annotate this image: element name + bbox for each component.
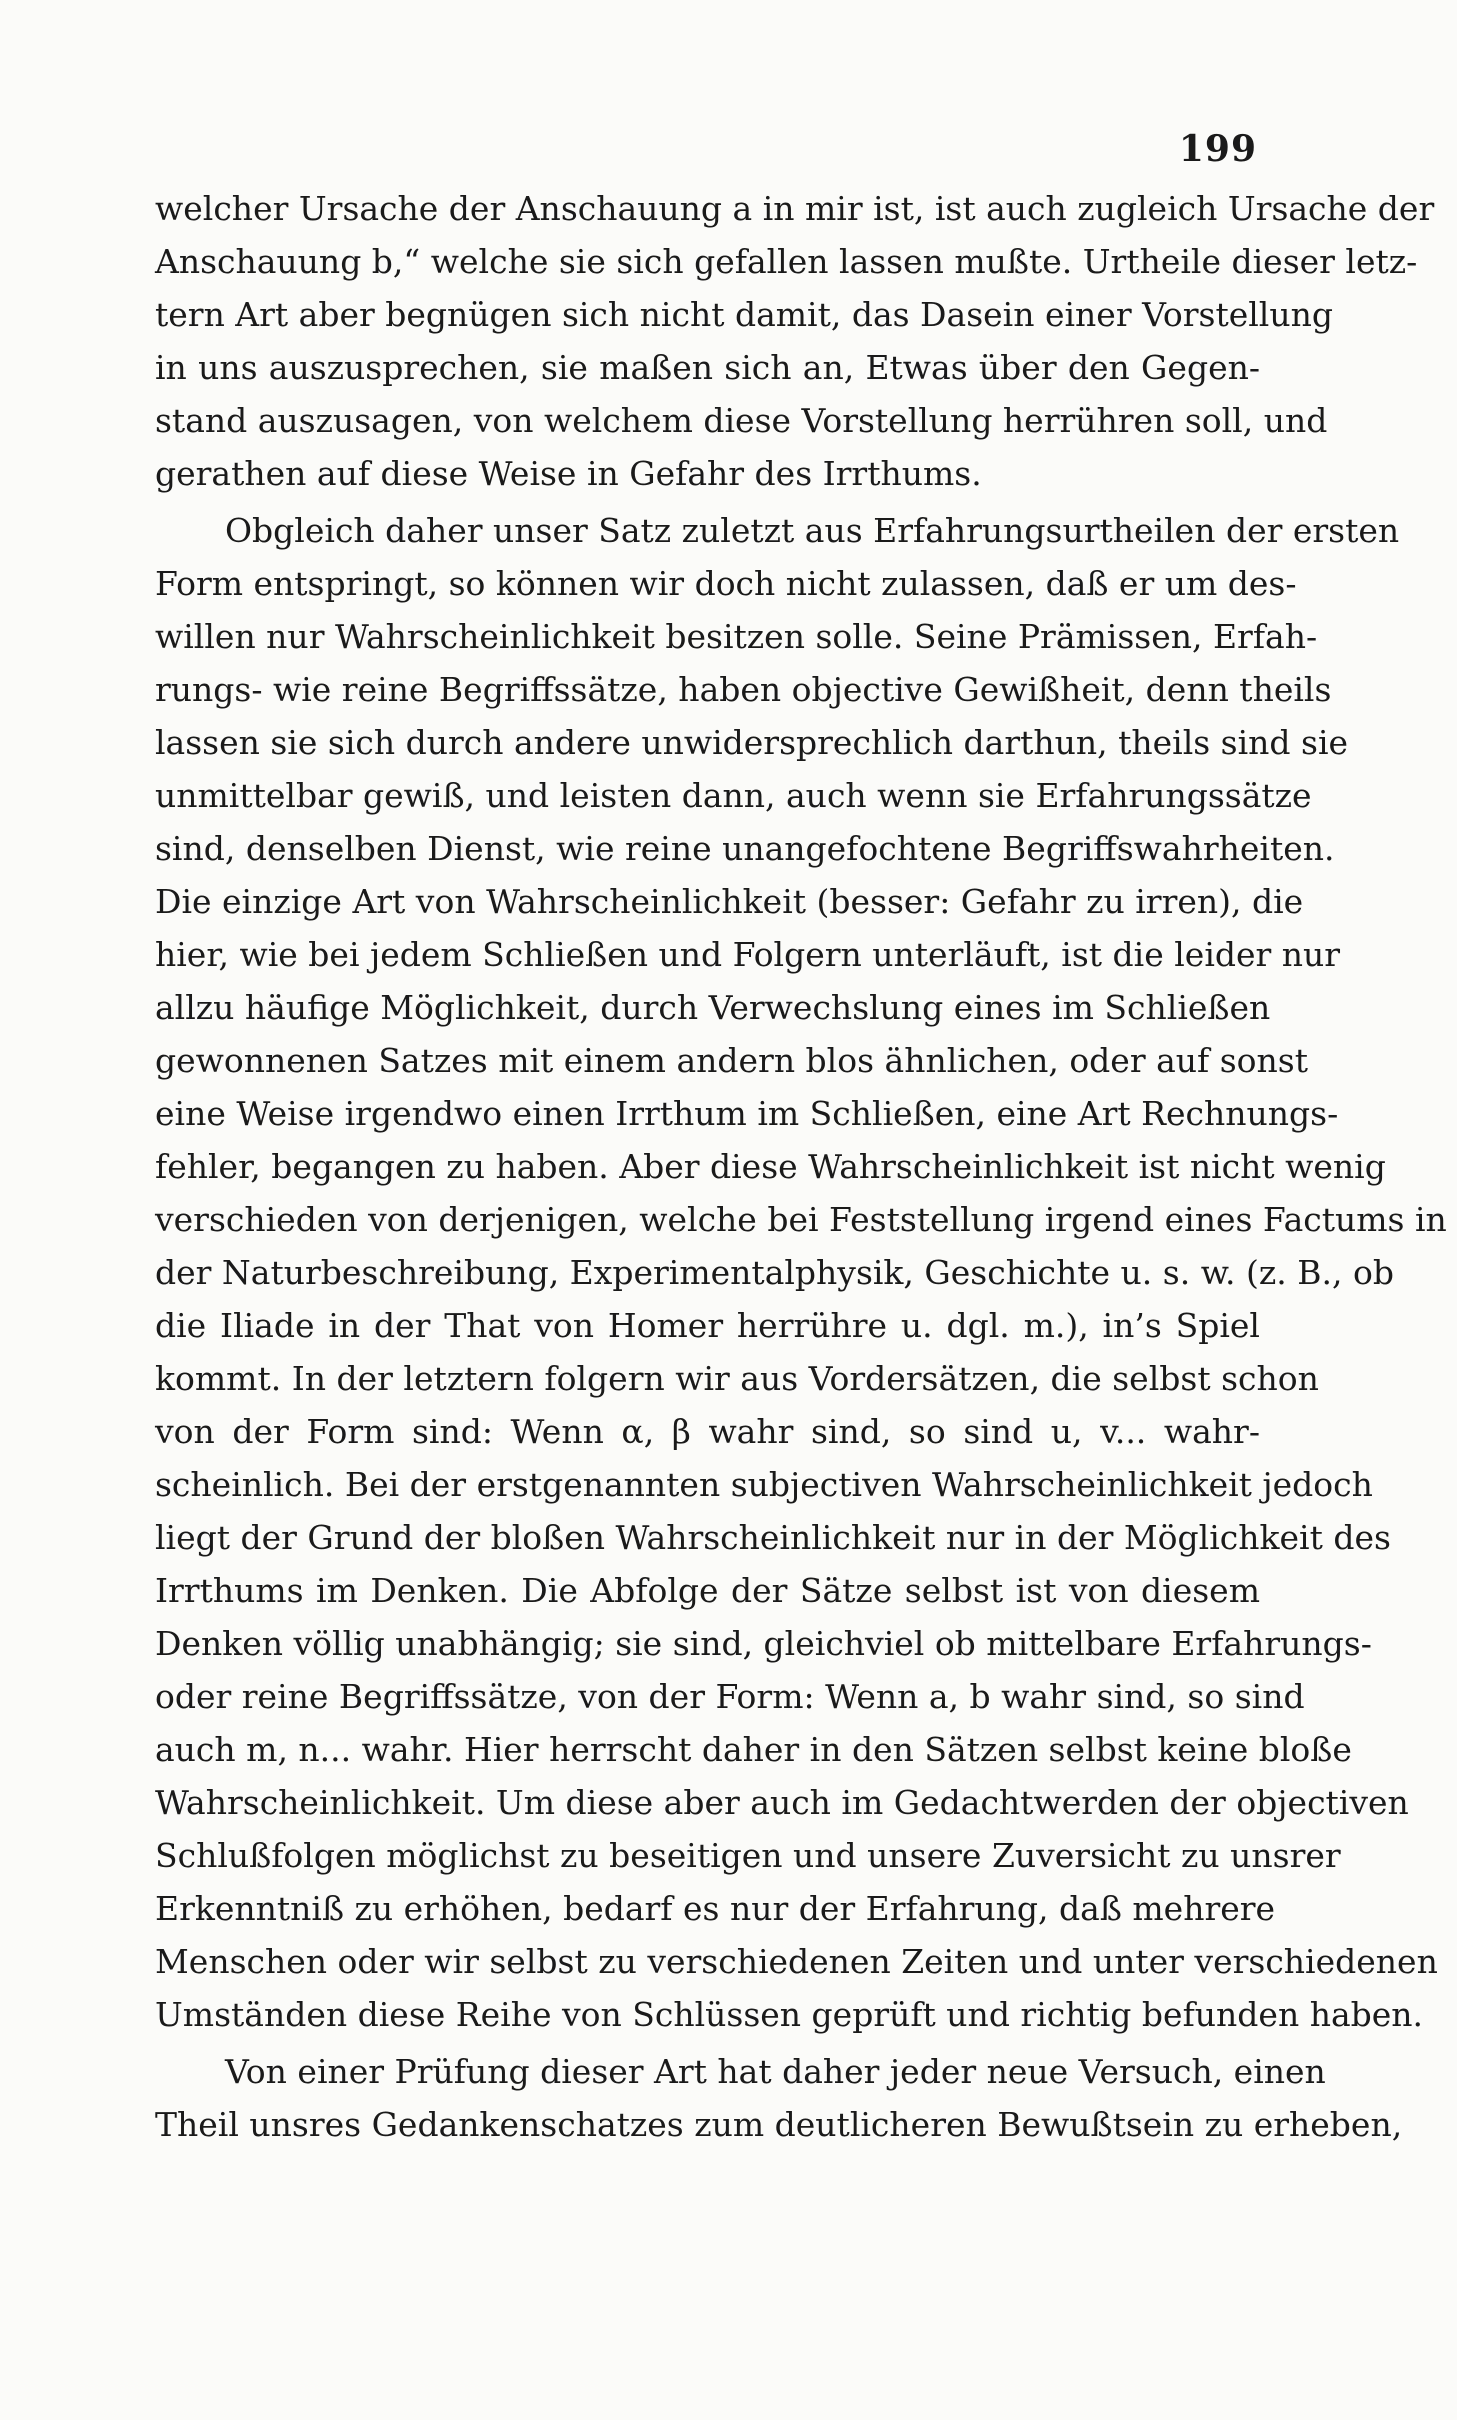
text-line: Menschen oder wir selbst zu verschiedenen Zeiten und unter verschiedenen	[155, 1942, 1438, 1981]
paragraph	[155, 504, 1447, 2041]
text-line: kommt. In der letztern folgern wir aus Vordersätzen, die selbst schon	[155, 1359, 1319, 1398]
text-line: Theil unsres Gedankenschatzes zum deutlicheren Bewußtsein zu erheben,	[155, 2105, 1403, 2144]
text-line: willen nur Wahrscheinlichkeit besitzen solle. Seine Prämissen, Erfah-	[155, 617, 1318, 656]
text-line: gerathen auf diese Weise in Gefahr des Irrthums.	[155, 454, 982, 493]
text-line: stand auszusagen, von welchem diese Vorstellung herrühren soll, und	[155, 401, 1328, 440]
text-line: rungs- wie reine Begriffssätze, haben objective Gewißheit, denn theils	[155, 670, 1332, 709]
text-line: Form entspringt, so können wir doch nicht zulassen, daß er um des-	[155, 564, 1297, 603]
text-line: in uns auszusprechen, sie maßen sich an, Etwas über den Gegen-	[155, 348, 1260, 387]
text-line: Wahrscheinlichkeit. Um diese aber auch im Gedachtwerden der objectiven	[155, 1783, 1409, 1822]
text-line: fehler, begangen zu haben. Aber diese Wahrscheinlichkeit ist nicht wenig	[155, 1147, 1386, 1186]
text-line: liegt der Grund der bloßen Wahrscheinlichkeit nur in der Möglichkeit des	[155, 1518, 1391, 1557]
text-line: verschieden von derjenigen, welche bei Feststellung irgend eines Factums in	[155, 1200, 1447, 1239]
text-line: Denken völlig unabhängig; sie sind, gleichviel ob mittelbare Erfahrungs-	[155, 1624, 1372, 1663]
text-line: scheinlich. Bei der erstgenannten subjectiven Wahrscheinlichkeit jedoch	[155, 1465, 1373, 1504]
text-line: Von einer Prüfung dieser Art hat daher jeder neue Versuch, einen	[225, 2052, 1326, 2091]
text-line: Irrthums im Denken. Die Abfolge der Sätze selbst ist von diesem	[155, 1571, 1260, 1610]
page-number: 199	[1178, 128, 1257, 170]
text-line: der Naturbeschreibung, Experimentalphysik, Geschichte u. s. w. (z. B., ob	[155, 1253, 1394, 1292]
paragraph	[155, 182, 1435, 500]
text-line: Umständen diese Reihe von Schlüssen geprüft und richtig befunden haben.	[155, 1995, 1424, 2034]
text-line: eine Weise irgendwo einen Irrthum im Schließen, eine Art Rechnungs-	[155, 1094, 1339, 1133]
text-line: Anschauung b,“ welche sie sich gefallen lassen mußte. Urtheile dieser letz-	[155, 242, 1418, 281]
text-line: von der Form sind: Wenn α, β wahr sind, so sind u, v... wahr-	[155, 1412, 1260, 1451]
text-line: hier, wie bei jedem Schließen und Folgern unterläuft, ist die leider nur	[155, 935, 1341, 974]
text-line: die Iliade in der That von Homer herrühre u. dgl. m.), in’s Spiel	[155, 1306, 1260, 1345]
text-line: allzu häufige Möglichkeit, durch Verwechslung eines im Schließen	[155, 988, 1271, 1027]
text-line: Die einzige Art von Wahrscheinlichkeit (besser: Gefahr zu irren), die	[155, 882, 1304, 921]
text-line: Schlußfolgen möglichst zu beseitigen und unsere Zuversicht zu unsrer	[155, 1836, 1341, 1875]
text-line: tern Art aber begnügen sich nicht damit, das Dasein einer Vorstellung	[155, 295, 1333, 334]
text-line: Erkenntniß zu erhöhen, bedarf es nur der Erfahrung, daß mehrere	[155, 1889, 1276, 1928]
text-line: unmittelbar gewiß, und leisten dann, auch wenn sie Erfahrungssätze	[155, 776, 1312, 815]
body-text	[155, 182, 1447, 2151]
text-line: lassen sie sich durch andere unwidersprechlich darthun, theils sind sie	[155, 723, 1349, 762]
paragraph	[155, 2045, 1403, 2151]
text-line: welcher Ursache der Anschauung a in mir ist, ist auch zugleich Ursache der	[155, 189, 1435, 228]
text-line: gewonnenen Satzes mit einem andern blos ähnlichen, oder auf sonst	[155, 1041, 1308, 1080]
text-line: auch m, n... wahr. Hier herrscht daher in den Sätzen selbst keine bloße	[155, 1730, 1352, 1769]
text-line: oder reine Begriffssätze, von der Form: Wenn a, b wahr sind, so sind	[155, 1677, 1305, 1716]
text-line: sind, denselben Dienst, wie reine unangefochtene Begriffswahrheiten.	[155, 829, 1335, 868]
text-line: Obgleich daher unser Satz zuletzt aus Erfahrungsurtheilen der ersten	[225, 511, 1400, 550]
